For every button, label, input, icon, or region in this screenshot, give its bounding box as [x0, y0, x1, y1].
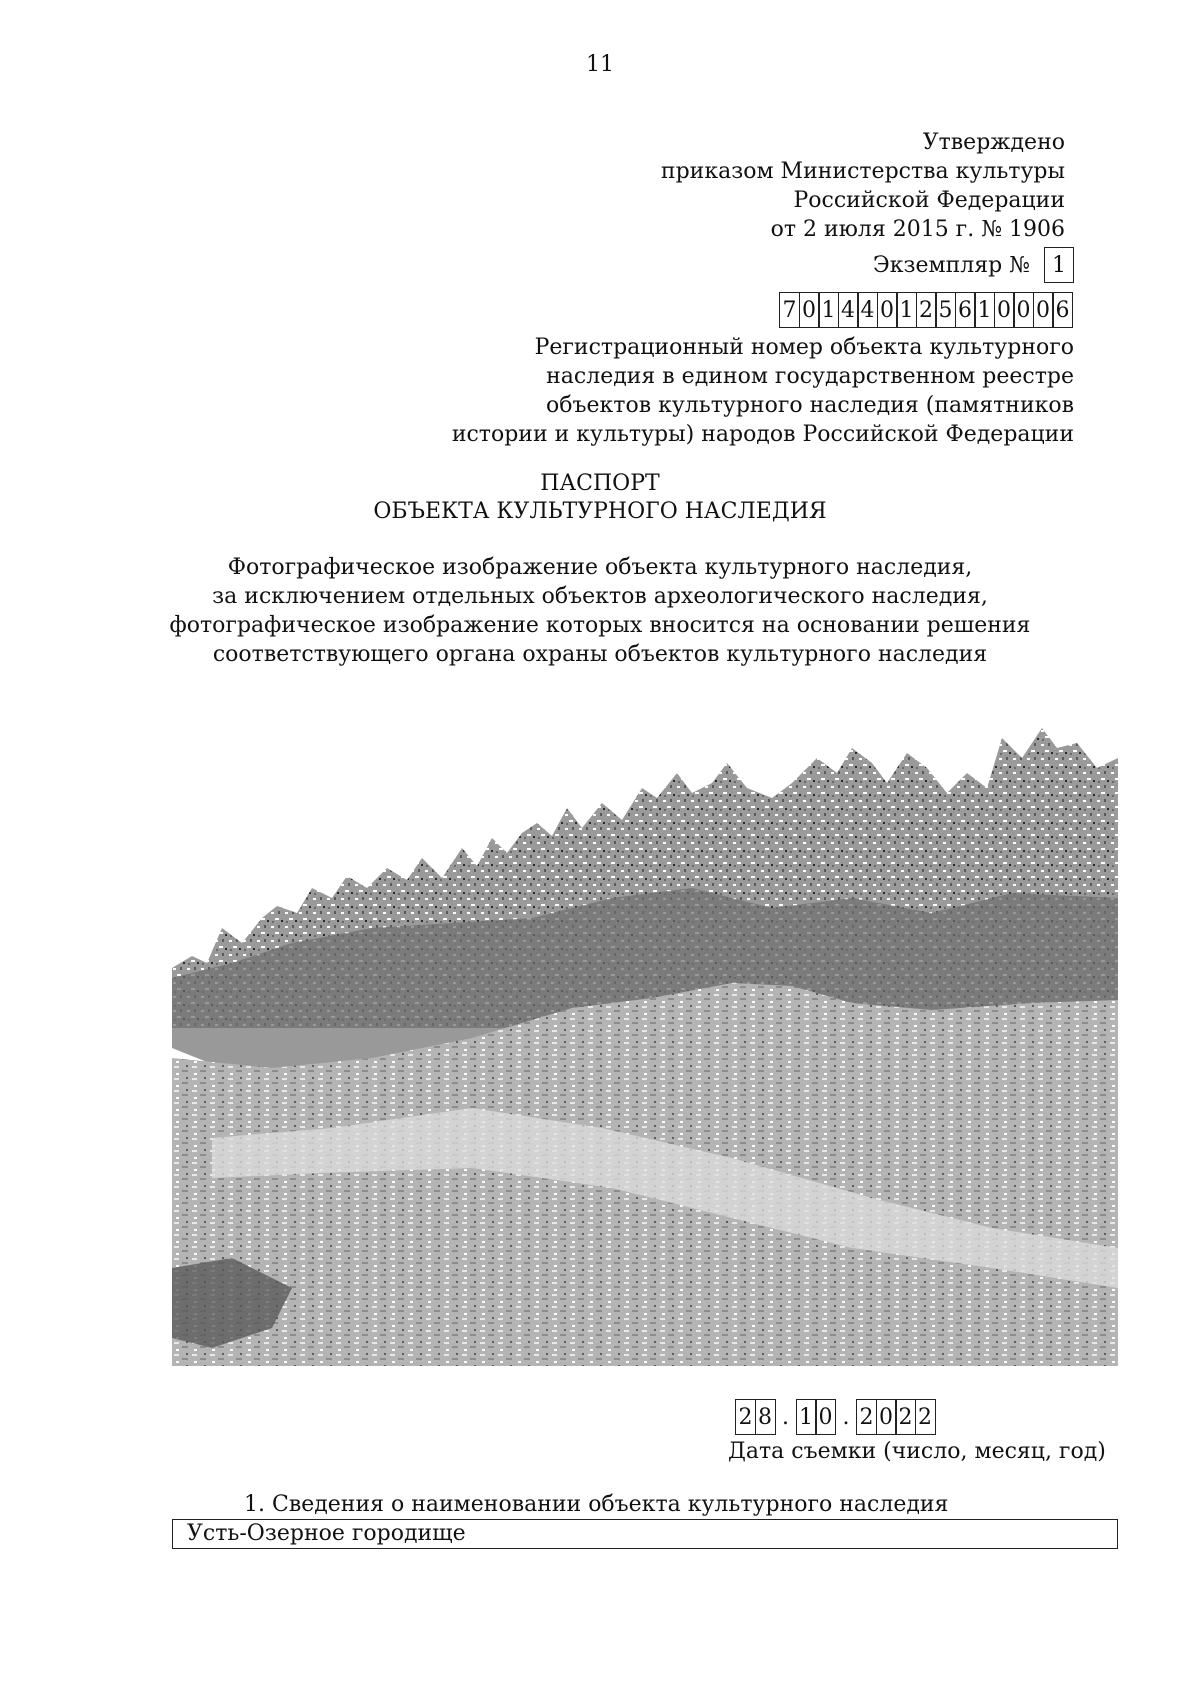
date-digit: 2 — [856, 1399, 877, 1435]
date-digit: 0 — [876, 1399, 897, 1435]
object-name-field: Усть-Озерное городище — [172, 1519, 1118, 1549]
registration-digit: 6 — [955, 292, 976, 328]
date-separator: . — [842, 1404, 850, 1430]
copy-number-box: 1 — [1044, 247, 1074, 283]
date-digit: 1 — [796, 1399, 817, 1435]
registration-caption-line: объектов культурного наследия (памятников — [546, 393, 1074, 418]
copy-number-row — [873, 247, 1074, 283]
approval-line: Российской Федерации — [793, 188, 1065, 213]
registration-digit: 1 — [974, 292, 995, 328]
registration-digit: 0 — [1013, 292, 1034, 328]
photo-caption-line: Фотографическое изображение объекта культурного наследия, — [227, 555, 973, 580]
date-digit: 8 — [755, 1399, 776, 1435]
page-number: 11 — [586, 52, 614, 77]
title-line: ПАСПОРТ — [540, 471, 660, 496]
registration-digit: 0 — [799, 292, 820, 328]
date-digit: 2 — [895, 1399, 916, 1435]
date-separator: . — [782, 1404, 789, 1430]
title-line: ОБЪЕКТА КУЛЬТУРНОГО НАСЛЕДИЯ — [373, 499, 827, 524]
date-digit: 2 — [915, 1399, 936, 1435]
registration-digit: 0 — [1033, 292, 1054, 328]
approval-line: приказом Министерства культуры — [660, 159, 1065, 184]
photo-caption-line: фотографическое изображение которых вносится на основании решения — [169, 613, 1031, 638]
approval-line: Утверждено — [922, 130, 1065, 155]
copy-label: Экземпляр № — [872, 252, 1030, 278]
registration-digit: 2 — [916, 292, 937, 328]
registration-digit: 0 — [877, 292, 898, 328]
site-photo — [172, 728, 1118, 1366]
shoot-date-caption: Дата съемки (число, месяц, год) — [728, 1439, 1106, 1464]
approval-block — [661, 128, 1065, 244]
registration-number — [779, 292, 1073, 328]
registration-digit: 1 — [818, 292, 839, 328]
photo-caption-line: за исключением отдельных объектов археологического наследия, — [212, 584, 988, 609]
approval-line: от 2 июля 2015 г. № 1906 — [770, 217, 1065, 242]
shoot-date-year — [856, 1399, 936, 1435]
shoot-date-month — [796, 1399, 837, 1435]
registration-caption-line: истории и культуры) народов Российской Федерации — [451, 422, 1074, 447]
shoot-date — [735, 1399, 936, 1435]
photo-caption — [0, 553, 1200, 669]
section-1-title: 1. Сведения о наименовании объекта культурного наследия — [244, 1492, 949, 1517]
registration-caption-line: наследия в едином государственном реестре — [546, 364, 1074, 389]
registration-caption-line: Регистрационный номер объекта культурного — [534, 335, 1074, 360]
registration-digit: 4 — [857, 292, 878, 328]
photo-caption-line: соответствующего органа охраны объектов культурного наследия — [212, 642, 988, 667]
registration-digit: 0 — [994, 292, 1015, 328]
date-digit: 2 — [735, 1399, 756, 1435]
document-title — [0, 470, 1200, 526]
registration-digit: 1 — [896, 292, 917, 328]
registration-digit: 5 — [935, 292, 956, 328]
registration-caption — [452, 333, 1074, 449]
shoot-date-day — [735, 1399, 776, 1435]
registration-digit: 4 — [838, 292, 859, 328]
registration-digit: 7 — [779, 292, 800, 328]
date-digit: 0 — [815, 1399, 836, 1435]
registration-digit: 6 — [1052, 292, 1073, 328]
